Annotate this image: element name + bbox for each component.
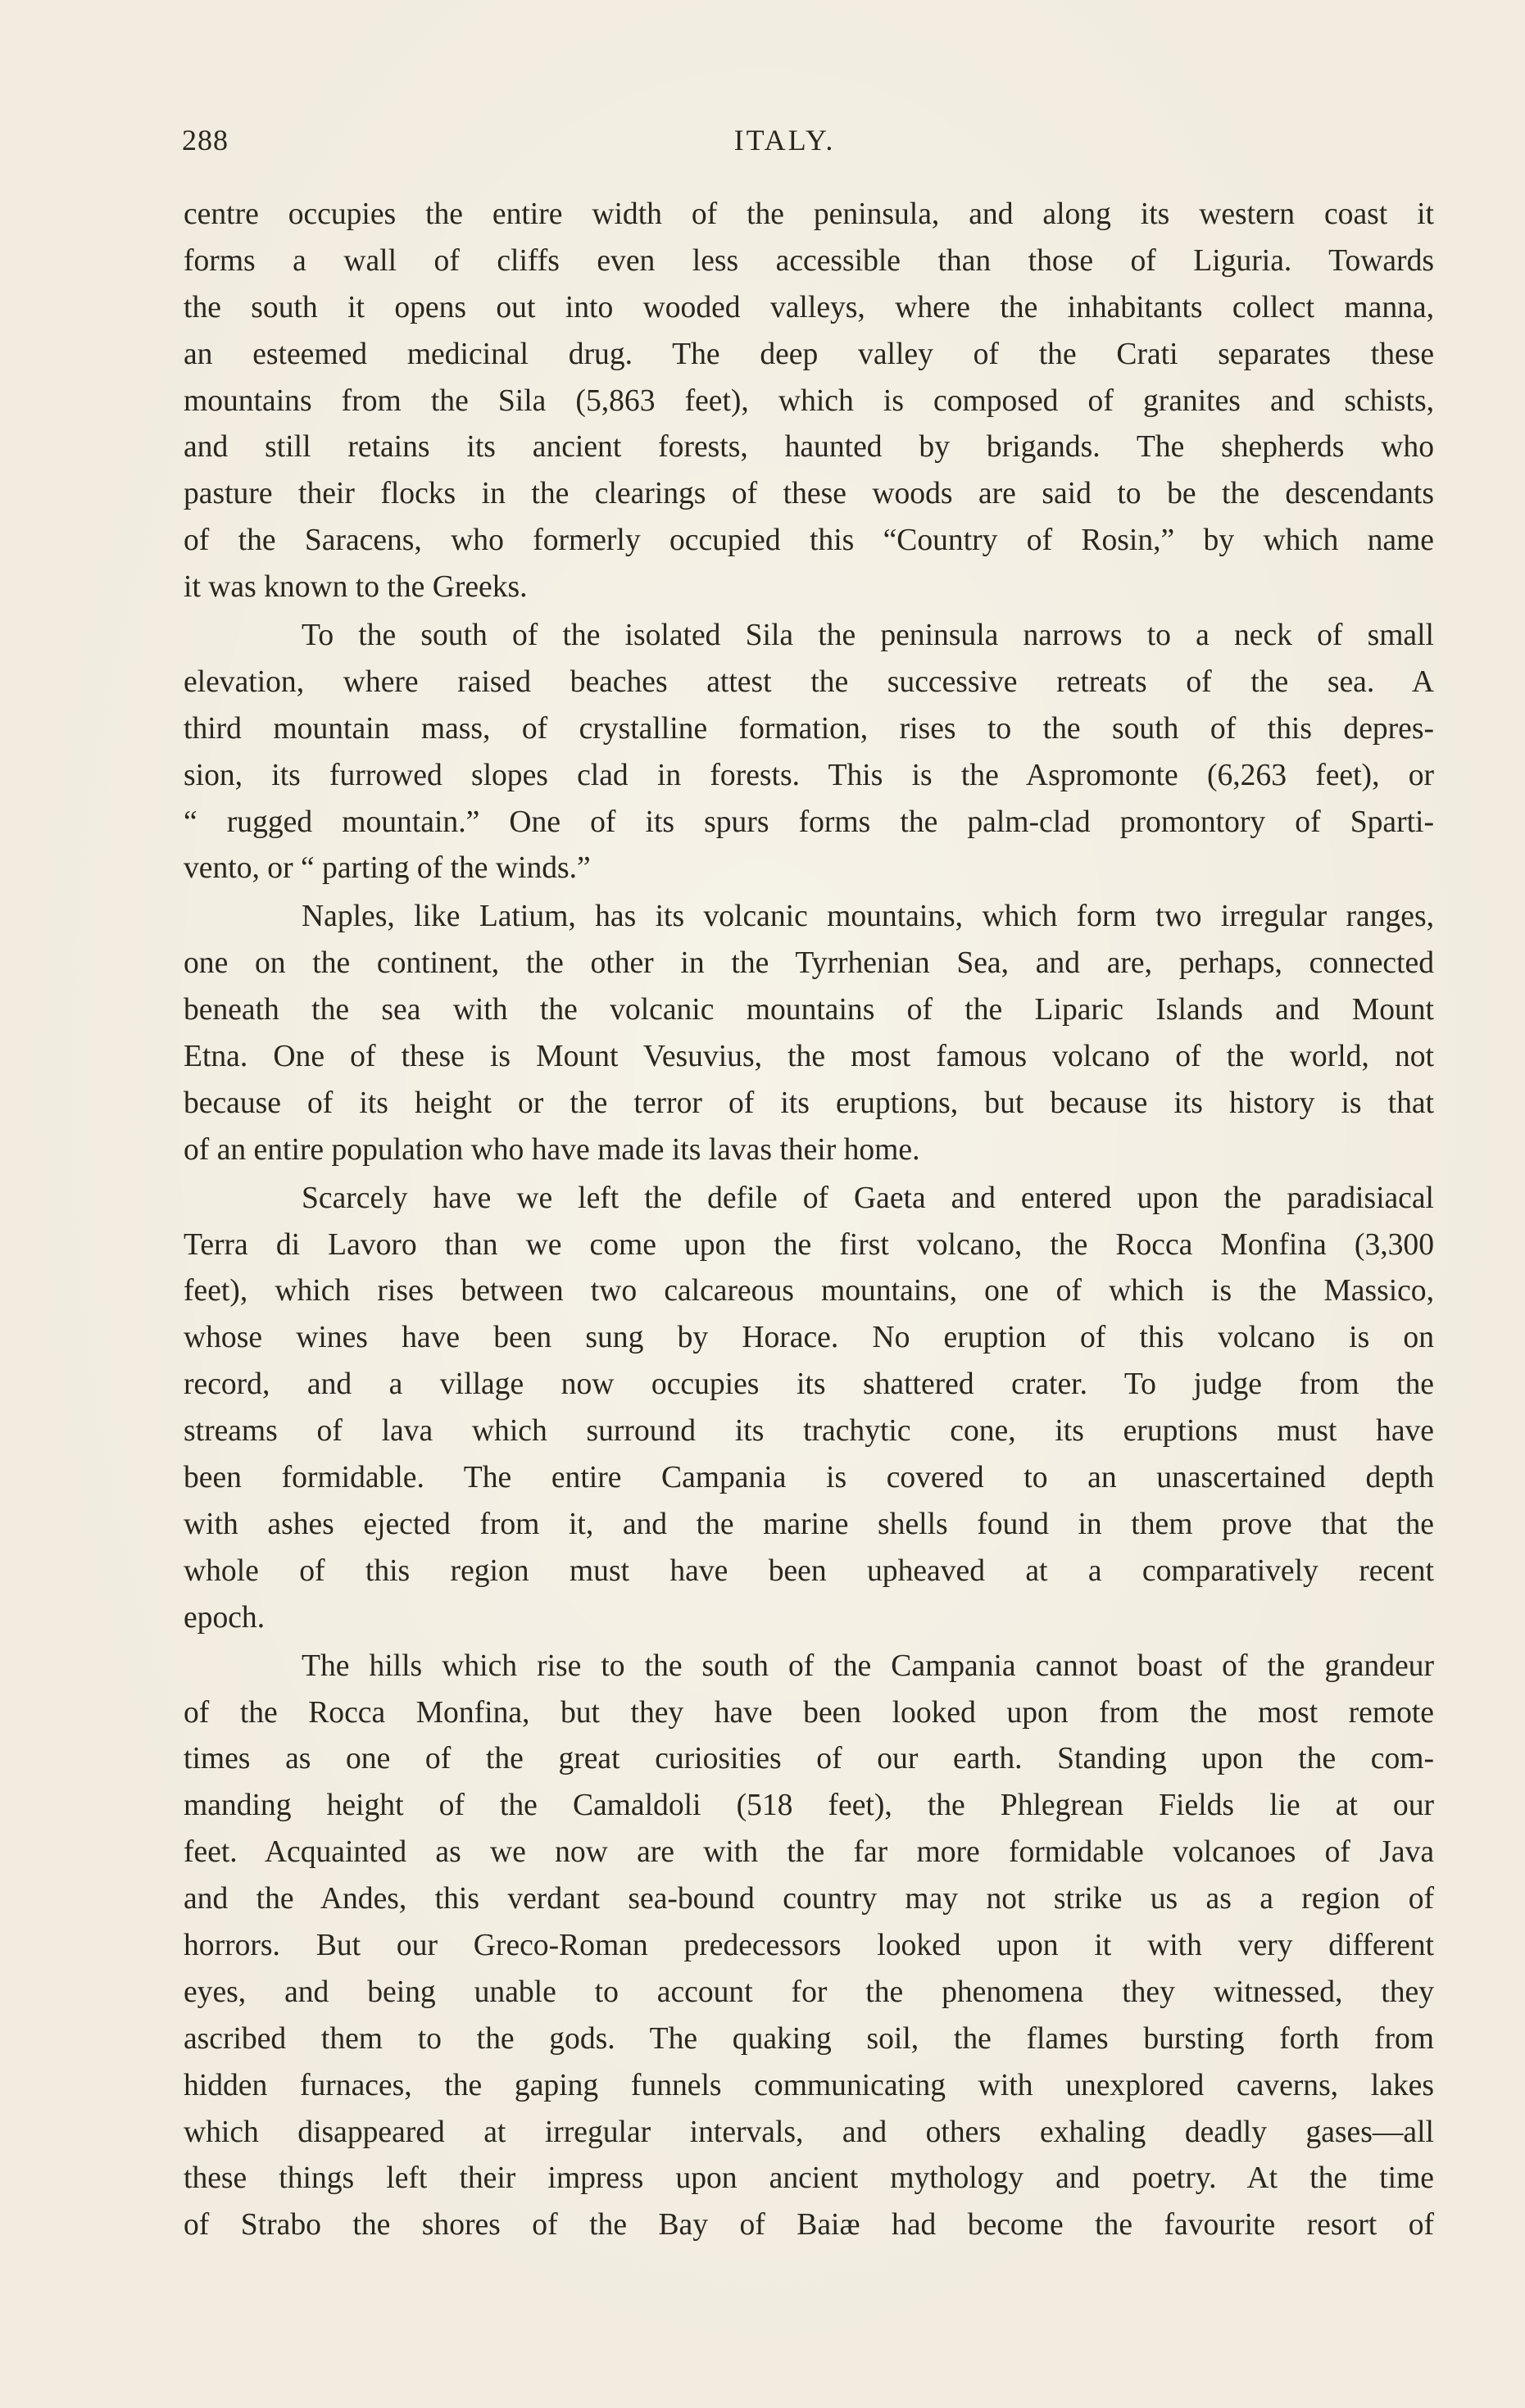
text-line: To the south of the isolated Sila the peninsula narrows to a neck of small: [302, 619, 1434, 653]
text-line: which disappeared at irregular intervals, and others exhaling deadly gases—all: [184, 2115, 1434, 2149]
text-line: it was known to the Greeks.: [184, 570, 528, 605]
text-line: feet. Acquainted as we now are with the far more formidable volcanoes of Java: [184, 1835, 1434, 1870]
text-line: an esteemed medicinal drug. The deep valley of the Crati separates these: [184, 337, 1434, 371]
text-line: whole of this region must have been upheaved at a comparatively recent: [184, 1553, 1434, 1588]
text-line: horrors. But our Greco-Roman predecessors looked upon it with very different: [184, 1928, 1434, 1962]
text-line: forms a wall of cliffs even less accessible than those of Liguria. Towards: [184, 243, 1434, 278]
text-line: manding height of the Camaldoli (518 feet), the Phlegrean Fields lie at our: [184, 1789, 1434, 1823]
text-line: streams of lava which surround its trachytic cone, its eruptions must have: [184, 1414, 1434, 1449]
text-line: Etna. One of these is Mount Vesuvius, the most famous volcano of the world, not: [184, 1040, 1434, 1074]
text-line: whose wines have been sung by Horace. No eruption of this volcano is on: [184, 1321, 1434, 1355]
text-line: mountains from the Sila (5,863 feet), which is composed of granites and schists,: [184, 383, 1434, 418]
paragraph: [184, 613, 1434, 892]
body-text: [184, 192, 1434, 2249]
text-line: “ rugged mountain.” One of its spurs forms the palm-clad promontory of Sparti-: [184, 805, 1434, 839]
text-line: and still retains its ancient forests, haunted by brigands. The shepherds who: [184, 430, 1434, 465]
text-line: feet), which rises between two calcareous mountains, one of which is the Massico,: [184, 1274, 1434, 1308]
text-line: of Strabo the shores of the Bay of Baiæ had become the favourite resort of: [184, 2208, 1434, 2242]
text-line: of an entire population who have made its lavas their home.: [184, 1132, 920, 1167]
page-number: 288: [182, 124, 229, 156]
running-title: ITALY.: [733, 124, 836, 156]
text-line: Scarcely have we left the defile of Gaeta and entered upon the paradisiacal: [302, 1181, 1434, 1215]
text-line: elevation, where raised beaches attest the successive retreats of the sea. A: [184, 664, 1434, 699]
text-line: these things left their impress upon ancient mythology and poetry. At the time: [184, 2161, 1434, 2196]
text-line: the south it opens out into wooded valleys, where the inhabitants collect manna,: [184, 290, 1434, 324]
text-line: one on the continent, the other in the Tyrrhenian Sea, and are, perhaps, connected: [184, 946, 1434, 981]
running-head: [182, 123, 1387, 172]
text-line: eyes, and being unable to account for the phenomena they witnessed, they: [184, 1975, 1434, 2009]
text-line: of the Saracens, who formerly occupied this “Country of Rosin,” by which name: [184, 524, 1434, 558]
text-line: third mountain mass, of crystalline formation, rises to the south of this depres-: [184, 711, 1434, 746]
text-line: Terra di Lavoro than we come upon the first volcano, the Rocca Monfina (3,300: [184, 1227, 1434, 1262]
text-line: and the Andes, this verdant sea-bound country may not strike us as a region of: [184, 1882, 1434, 1916]
text-line: with ashes ejected from it, and the marine shells found in them prove that the: [184, 1507, 1434, 1541]
text-line: pasture their flocks in the clearings of these woods are said to be the descendants: [184, 477, 1434, 511]
text-line: centre occupies the entire width of the peninsula, and along its western coast it: [184, 197, 1434, 231]
text-line: been formidable. The entire Campania is covered to an unascertained depth: [184, 1461, 1434, 1495]
text-line: times as one of the great curiosities of our earth. Standing upon the com-: [184, 1742, 1434, 1776]
text-line: record, and a village now occupies its shattered crater. To judge from the: [184, 1367, 1434, 1402]
text-line: ascribed them to the gods. The quaking soil, the flames bursting forth from: [184, 2021, 1434, 2056]
text-line: beneath the sea with the volcanic mountains of the Liparic Islands and Mount: [184, 993, 1434, 1027]
text-line: sion, its furrowed slopes clad in forests. This is the Aspromonte (6,263 feet), or: [184, 758, 1434, 792]
paragraph: [184, 1644, 1434, 2250]
paragraph: [184, 1176, 1434, 1642]
text-line: epoch.: [184, 1600, 266, 1635]
text-line: of the Rocca Monfina, but they have been looked upon from the most remote: [184, 1695, 1434, 1730]
paragraph: [184, 192, 1434, 611]
text-line: Naples, like Latium, has its volcanic mountains, which form two irregular ranges,: [302, 900, 1434, 934]
text-line: The hills which rise to the south of the Campania cannot boast of the grandeur: [302, 1648, 1434, 1683]
paragraph: [184, 894, 1434, 1173]
text-line: because of its height or the terror of its eruptions, but because its history is that: [184, 1086, 1434, 1120]
text-line: hidden furnaces, the gaping funnels communicating with unexplored caverns, lakes: [184, 2068, 1434, 2102]
text-line: vento, or “ parting of the winds.”: [184, 851, 591, 886]
